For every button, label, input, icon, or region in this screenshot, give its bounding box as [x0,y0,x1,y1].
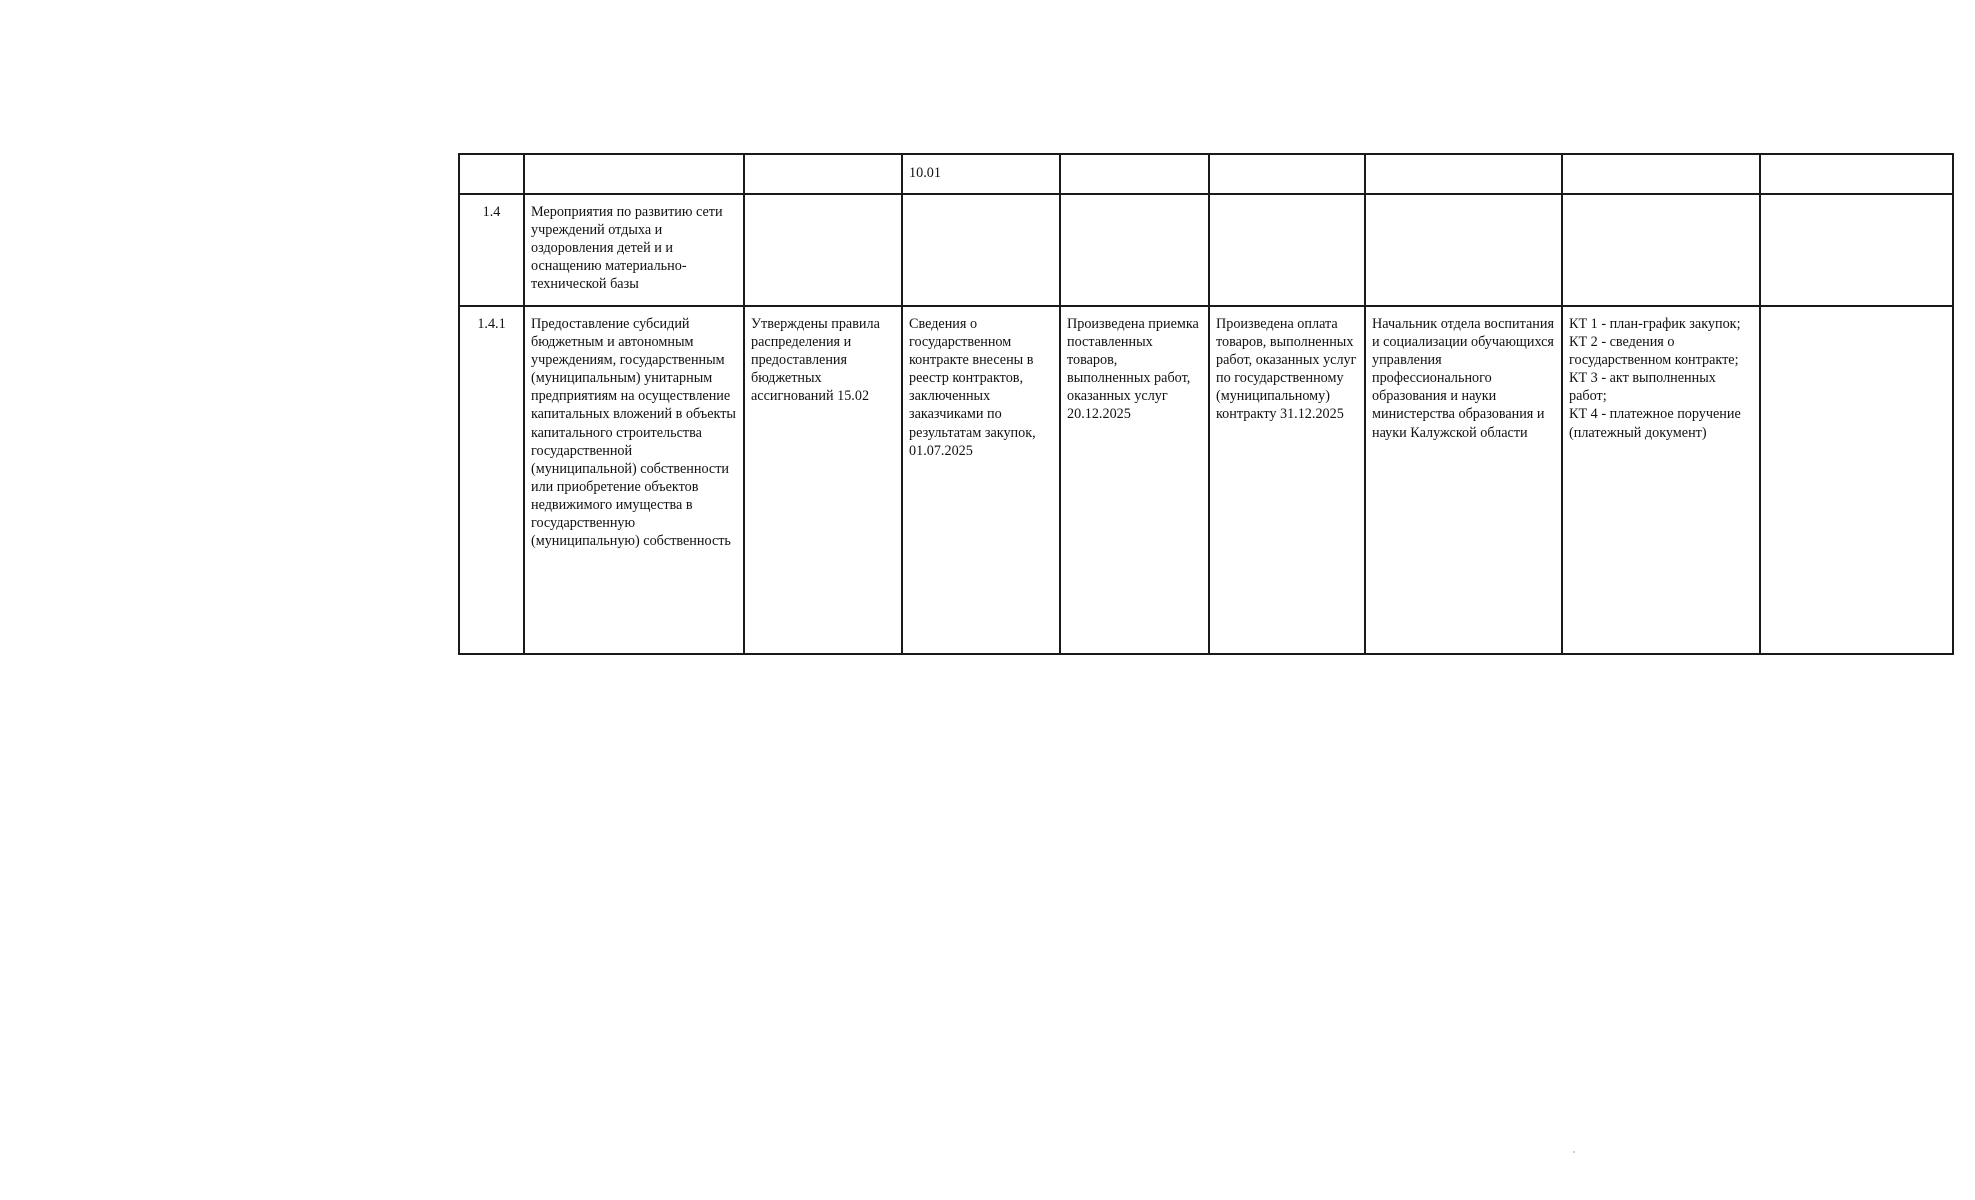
document-item: КТ 4 - платежное поручение (платежный документ) [1569,406,1741,441]
table-cell-extra [1760,306,1953,654]
table-cell-event-2 [902,194,1060,306]
table-cell-event-3 [1060,194,1209,306]
table-cell-number: 1.4 [459,194,524,306]
table-cell-event-4: Произведена оплата товаров, выполненных работ, оказанных услуг по государственному (муниципальному) контракту 31.12.2025 [1209,306,1365,654]
document-item: КТ 2 - сведения о государственном контракте; [1569,334,1739,369]
table-row [459,154,1953,194]
table-cell-event-4 [1209,154,1365,194]
table-cell-event-2: 10.01 [902,154,1060,194]
table-cell-responsible [1365,194,1562,306]
table-cell-event-2: Сведения о государственном контракте внесены в реестр контрактов, заключенных заказчиками по результатам закупок, 01.07.2025 [902,306,1060,654]
table-row [459,194,1953,306]
document-item: КТ 3 - акт выполненных работ; [1569,370,1716,405]
table-cell-event-1 [744,154,902,194]
scan-speck [1573,1151,1575,1153]
table-cell-event-3 [1060,154,1209,194]
table-cell-event-1: Утверждены правила распределения и предоставления бюджетных ассигнований 15.02 [744,306,902,654]
table-row [459,306,1953,654]
table-cell-number [459,154,524,194]
table-cell-name: Предоставление субсидий бюджетным и автономным учреждениям, государственным (муниципальным) унитарным предприятиям на осуществление капитальных вложений в объекты капитального строительства государственной (муниципальной) собственности или приобретение объектов недвижимого имущества в государственную (муниципальную) собственность [524,306,744,654]
table-cell-extra [1760,194,1953,306]
table-cell-responsible: Начальник отдела воспитания и социализации обучающихся управления профессионального образования и науки министерства образования и науки Калужской области [1365,306,1562,654]
table-cell-name [524,154,744,194]
table-cell-event-4 [1209,194,1365,306]
table-cell-documents [1562,306,1760,654]
table-cell-documents [1562,194,1760,306]
document-table [458,153,1954,655]
table-cell-extra [1760,154,1953,194]
table-cell-event-3: Произведена приемка поставленных товаров, выполненных работ, оказанных услуг 20.12.2025 [1060,306,1209,654]
table-cell-name: Мероприятия по развитию сети учреждений отдыха и оздоровления детей и и оснащению материально-технической базы [524,194,744,306]
table-cell-documents [1562,154,1760,194]
table-cell-responsible [1365,154,1562,194]
table-cell-number: 1.4.1 [459,306,524,654]
document-item: КТ 1 - план-график закупок; [1569,316,1741,332]
table-cell-event-1 [744,194,902,306]
